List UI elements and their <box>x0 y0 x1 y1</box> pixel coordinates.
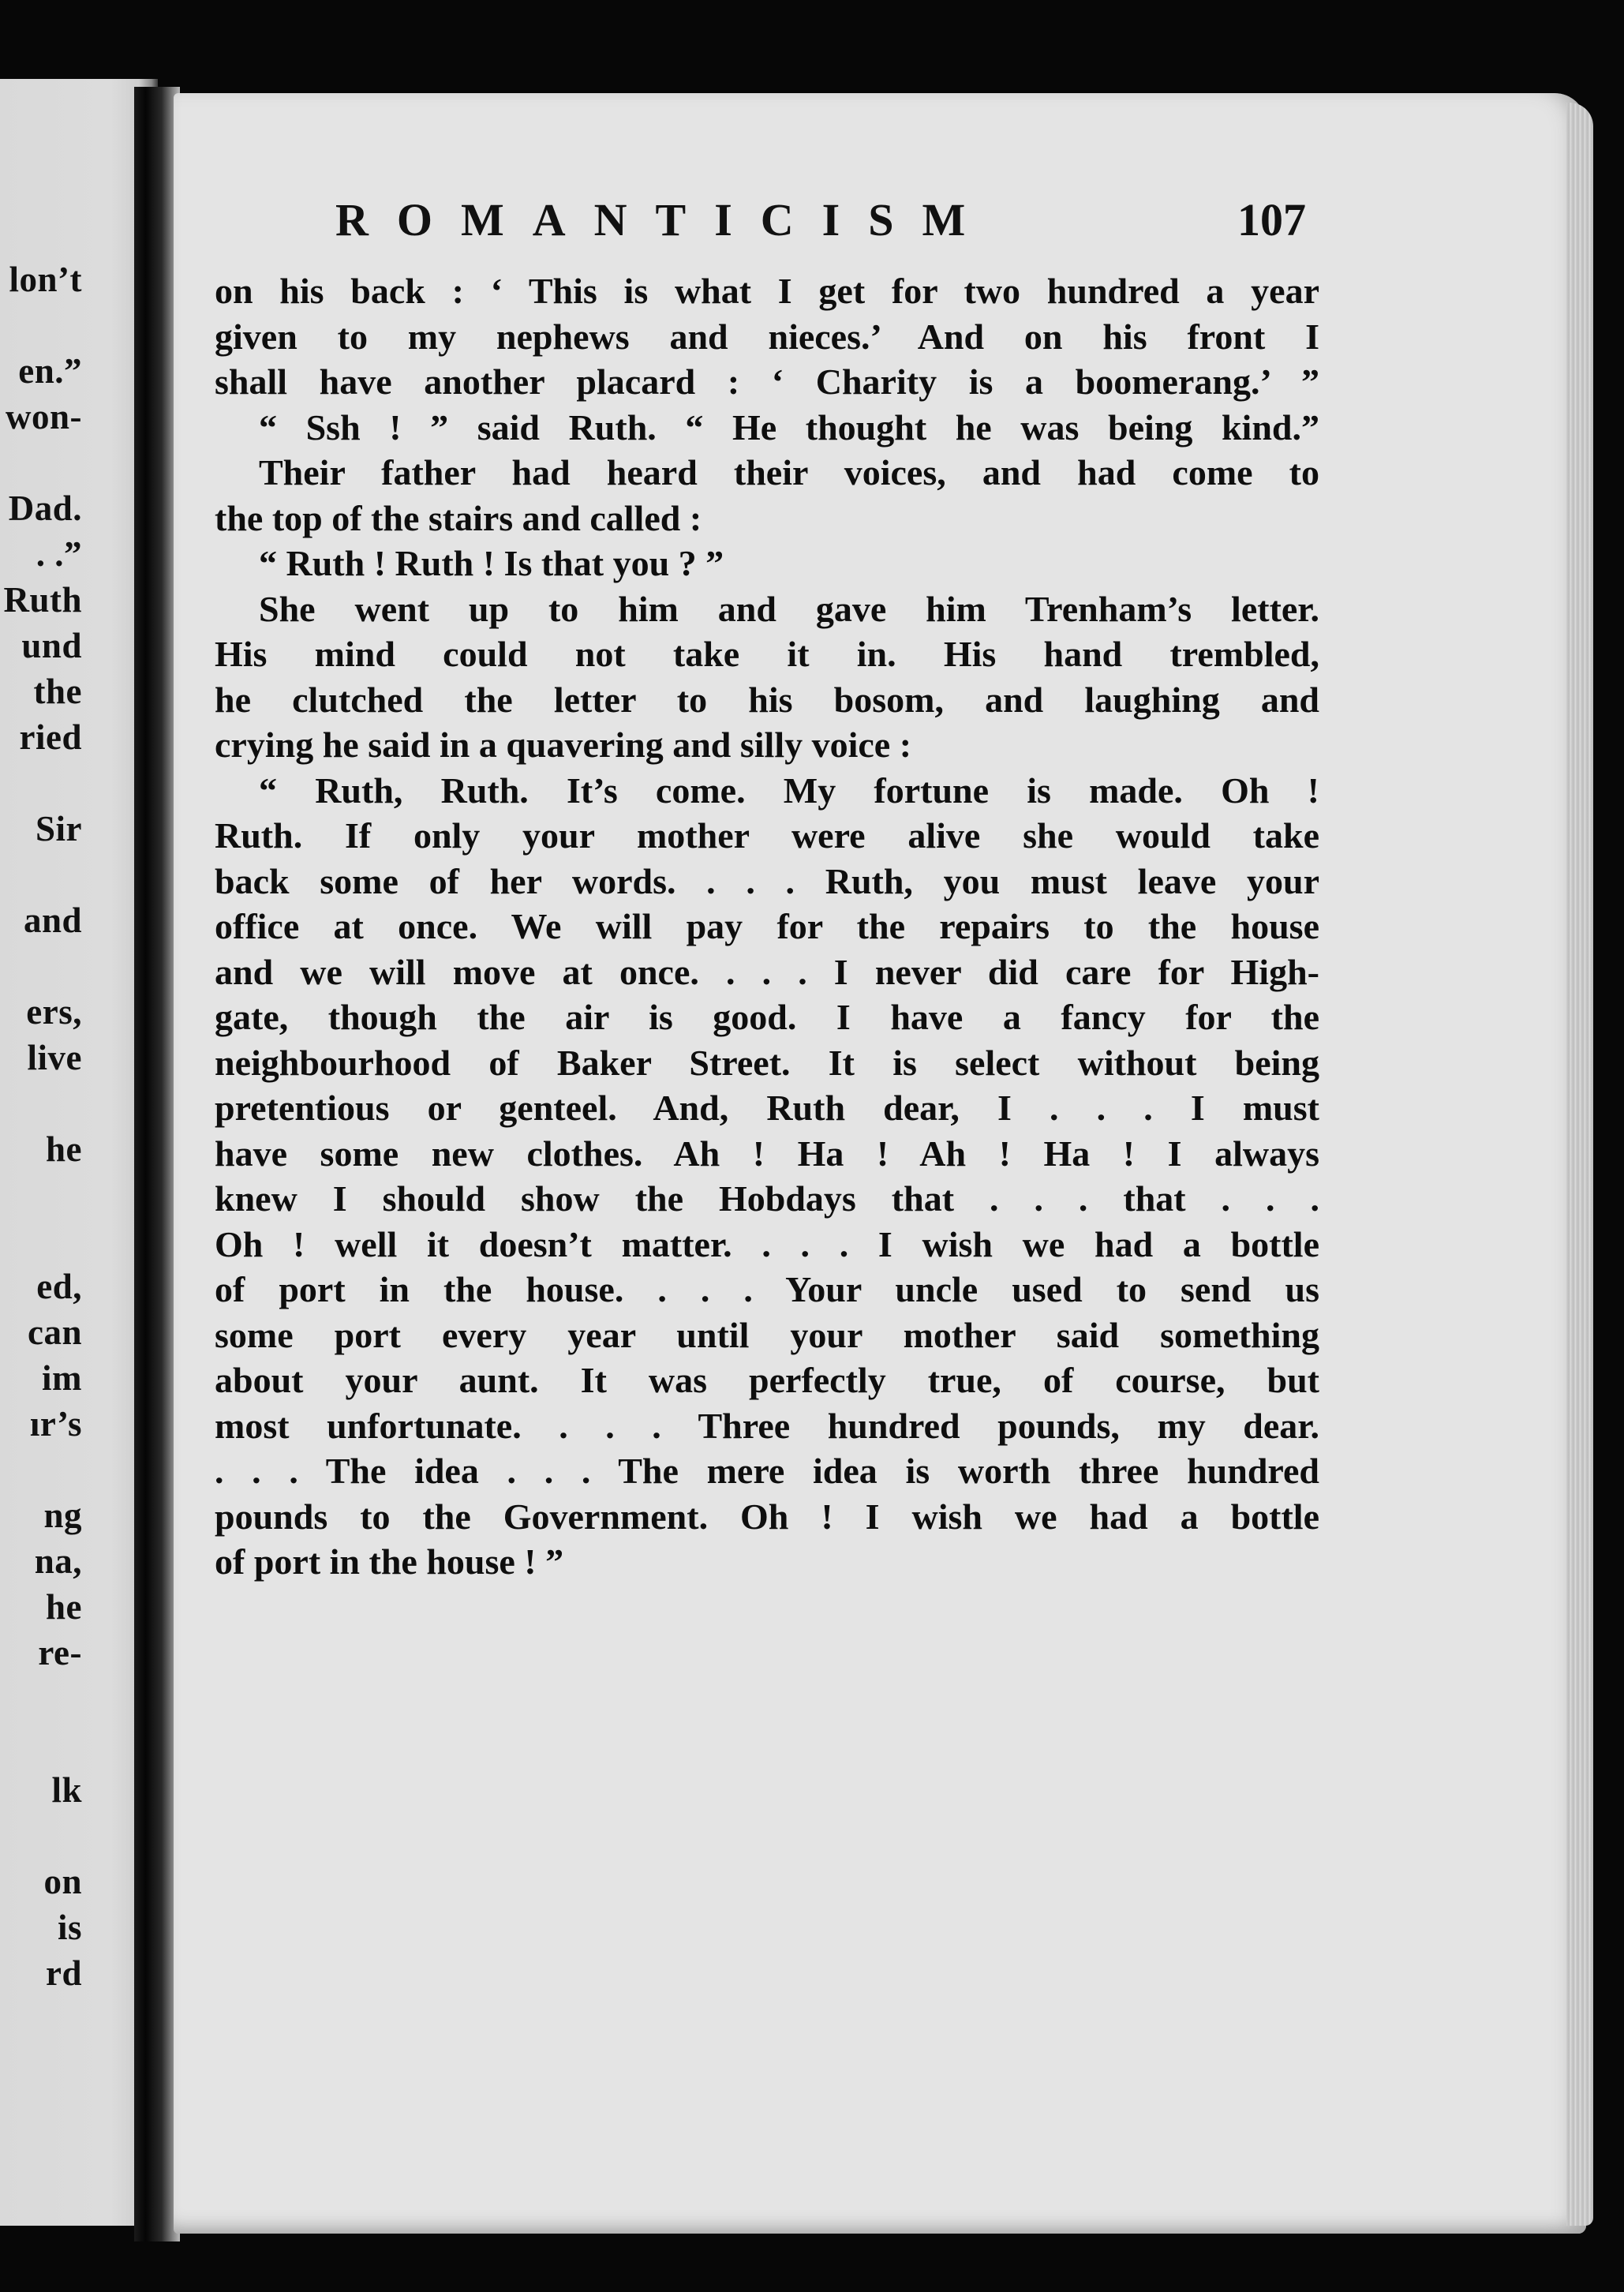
text-line: have some new clothes. Ah ! Ha ! Ah ! Ha ! I always <box>215 1133 1319 1174</box>
page-number: 107 <box>1237 194 1306 245</box>
text-line: Oh ! well it doesn’t matter. . . . I wish we had a bottle <box>215 1223 1319 1264</box>
text-line: . . . The idea . . . The mere idea is worth three hundred <box>215 1451 1319 1491</box>
left-fragment-line: Ruth <box>3 580 82 620</box>
text-line: and we will move at once. . . . I never did care for High- <box>215 951 1319 992</box>
left-fragment-line: and <box>23 901 82 940</box>
text-line: some port every year until your mother said something <box>215 1314 1319 1355</box>
left-fragment-line: he <box>46 1129 82 1169</box>
text-line: “ Ssh ! ” said Ruth. “ He thought he was being kind.” <box>259 406 1319 448</box>
left-fragment-line: und <box>21 626 82 665</box>
text-line: back some of her words. . . . Ruth, you must leave your <box>215 860 1319 901</box>
text-line: shall have another placard : ‘ Charity is a boomerang.’ ” <box>215 361 1319 402</box>
text-line: he clutched the letter to his bosom, and laughing and <box>215 679 1319 720</box>
left-fragment-line: live <box>27 1038 82 1077</box>
left-fragment-line: ried <box>19 717 82 757</box>
text-line: of port in the house. . . . Your uncle used to send us <box>215 1269 1319 1309</box>
page-edges <box>1566 103 1593 2226</box>
text-line: the top of the stairs and called : <box>215 497 702 538</box>
text-line: given to my nephews and nieces.’ And on his front I <box>215 316 1319 357</box>
text-line: pounds to the Government. Oh ! I wish we had a bottle <box>215 1496 1319 1537</box>
text-line: knew I should show the Hobdays that . . . that . . . <box>215 1178 1319 1219</box>
running-head <box>335 193 1306 257</box>
text-line: His mind could not take it in. His hand trembled, <box>215 634 1319 674</box>
left-fragment-line: en.” <box>18 351 82 391</box>
left-fragment-line: Sir <box>35 809 82 848</box>
running-title: ROMANTICISM <box>335 194 994 245</box>
text-line: pretentious or genteel. And, Ruth dear, I . . . I must <box>215 1088 1319 1128</box>
left-fragment-line: na, <box>34 1541 82 1581</box>
text-line: “ Ruth, Ruth. It’s come. My fortune is made. Oh ! <box>259 770 1319 811</box>
text-line: most unfortunate. . . . Three hundred pounds, my dear. <box>215 1405 1319 1446</box>
left-fragment-line: can <box>28 1313 82 1352</box>
text-line: Their father had heard their voices, and had come to <box>259 452 1319 492</box>
left-fragment-line: is <box>57 1908 82 1947</box>
text-line: of port in the house ! ” <box>215 1541 564 1582</box>
text-line: “ Ruth ! Ruth ! Is that you ? ” <box>259 543 724 583</box>
body-text <box>215 268 1319 1585</box>
text-line: neighbourhood of Baker Street. It is select without being <box>215 1042 1319 1083</box>
left-fragment-line: rd <box>46 1953 82 1993</box>
left-fragment-line: lon’t <box>9 260 82 299</box>
text-line: crying he said in a quavering and silly voice : <box>215 725 912 765</box>
text-line: gate, though the air is good. I have a fancy for the <box>215 997 1319 1037</box>
left-fragment-line: on <box>43 1862 82 1901</box>
left-fragment-line: won- <box>5 397 82 436</box>
left-fragment-line: . .” <box>36 534 82 574</box>
left-fragment-line: ng <box>43 1496 82 1535</box>
left-fragment-line: he <box>46 1587 82 1627</box>
left-fragment-line: ed, <box>36 1267 82 1306</box>
left-fragment-line: lk <box>51 1770 82 1810</box>
left-fragment-line: Dad. <box>8 489 82 528</box>
text-line: office at once. We will pay for the repairs to the house <box>215 906 1319 946</box>
text-line: She went up to him and gave him Trenham’s letter. <box>259 588 1319 629</box>
left-fragment-line: ır’s <box>29 1404 82 1444</box>
left-fragment-line: the <box>33 672 82 711</box>
text-line: about your aunt. It was perfectly true, of course, but <box>215 1360 1319 1400</box>
left-fragment-line: im <box>42 1358 82 1398</box>
left-fragment-line: re- <box>38 1633 82 1672</box>
left-fragment-line: ers, <box>26 992 82 1032</box>
text-line: Ruth. If only your mother were alive she would take <box>215 815 1319 856</box>
text-line: on his back : ‘ This is what I get for two hundred a year <box>215 271 1319 311</box>
